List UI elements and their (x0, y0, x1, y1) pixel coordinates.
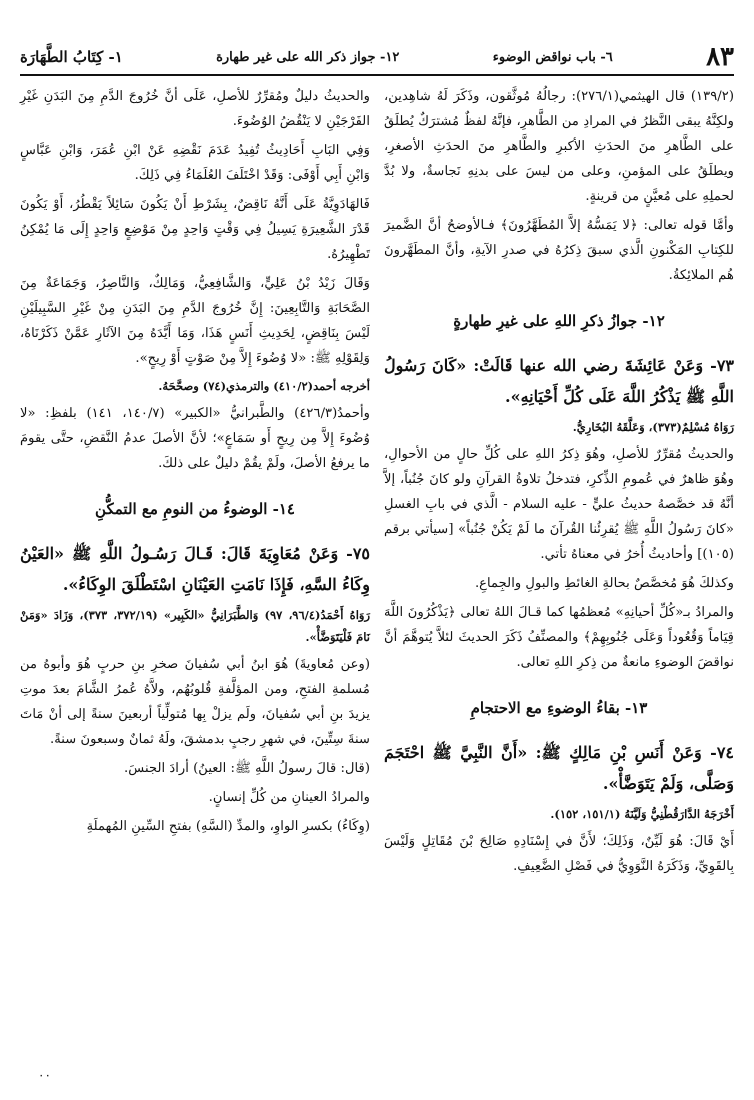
chapter-title: ٦- باب نواقض الوضوء (492, 49, 613, 65)
paragraph: والحديثُ مُقرِّرٌ للأصلِ، وهُوَ ذِكرُ اللهِ على كُلِّ حالٍ من الأحوالِ، وهُوَ ظاهرٌ في عُمومِ الذِّكرِ، فتدخلُ تلاوةُ القرآنِ ولو كانَ جُنُباً، إلاَّ أنَّهُ قد خصَّصهُ حديثُ عليٍّ - عليه السلام - الَّذي في بابِ الغسلِ «كانَ رَسُولُ اللَّهِ ﷺ يُقرِئُنا القُرآنَ ما لَمْ يَكُنْ جُنُباً» [سيأتي برقم (١٠٥)] وأحاديثُ أُخرُ في معناهُ تأتي. (384, 447, 734, 562)
section-heading: ١٣- بقاءُ الوضوءِ مع الاحتجامِ (470, 699, 648, 717)
section-title: ١٢- جواز ذكر الله على غير طهارة (216, 49, 400, 65)
paragraph: (قال: قالَ رسولُ اللَّهِ ﷺ: العينُ) أرادَ الجنسَ. (124, 761, 370, 776)
paragraph: (وِكَاءُ) بكسرِ الواوِ، والمدِّ (السَّهِ) بفتحِ السِّينِ المُهملَةِ (86, 819, 370, 834)
paragraph: فَالهَادَوِيَّةُ عَلَى أَنَّهُ نَاقِضٌ، بِشَرْطِ أَنْ يَكُونَ سَائِلاً يَقْطُرُ، أَوْ يَكُونَ قَدْرَ الشَّعِيرَةِ يَسِيلُ فِي وَقْتٍ وَاحِدٍ مِنْ مَوْضِعٍ وَاحِدٍ إِلَى مَا يُمْكِنُ تَطْهِيرُهُ. (20, 197, 370, 262)
hadith-reference: أَخْرَجَهُ الدَّارَقُطْنِيُّ وَلَيَّنَهُ (١٥١/١، ١٥٢). (550, 807, 734, 821)
section-heading: ١٤- الوضوءُ من النومِ مع التمكُّنِ (95, 500, 295, 518)
section-heading: ١٢- جوازُ ذكرِ اللهِ على غيرِ طهارةٍ (453, 312, 665, 330)
hadith-reference: رَوَاهُ مُسْلِمٌ(٣٧٣)، وَعَلَّقَهُ البُخَارِيُّ. (572, 420, 734, 434)
paragraph: وكذلكَ هُوَ مُخصَّصٌ بحالةِ الغائطِ والبولِ والجِماعِ. (474, 576, 734, 591)
paragraph: والمرادُ بـ«كُلِّ أحيانِهِ» مُعظمُها كما قـالَ اللهُ تعالى ﴿يَذْكُرُونَ اللَّهَ قِيَاماً وَقُعُوداً وَعَلَى جُنُوبِهِمْ﴾ والمصنِّفُ ذَكَرَ الحديثَ لئلاَّ يُتوهَّمَ أنَّ نواقضَ الوضوءِ مانعةٌ من ذِكرِ اللهِ تعالى. (384, 605, 734, 670)
left-column (20, 84, 370, 843)
paragraph: وَفِي البَابِ أَحَادِيثُ تُفِيدُ عَدَمَ نَقْضِهِ عَنْ ابْنِ عُمَرَ، وَابْنِ عَبَّاسٍ وَابْنِ أَبِي أَوْفَى: وَقَدْ اخْتَلَفَ العُلَمَاءُ فِي ذَلِكَ. (20, 143, 370, 183)
paragraph: وأحمدُ(٤٢٦/٣) والطَّبرانيُّ «الكبير» (١٤٠/٧، ١٤١) بلفظِ: «لا وُضُوءَ إِلاَّ مِن رِيحٍ أَو سَمَاعٍ»؛ لأنَّ الأصلَ عدمُ النَّقضِ، حتَّى يقومَ ما يرفعُ الأصلَ، ولَمْ يقُمْ دليلٌ على ذلكَ. (20, 406, 371, 471)
paragraph: أَيْ قَالَ: هُوَ لَيِّنٌ، وَذَلِكَ؛ لأَنَّ في إِسْنَادِهِ صَالِحَ بْنَ مُقَاتِلٍ وَلَيْسَ بِالقَوِيِّ، وَذَكَرَهُ النَّوَوِيُّ في فَصْلِ الضَّعِيفِ. (384, 834, 734, 874)
paragraph: والمرادُ العينانِ من كُلِّ إنسانٍ. (208, 790, 370, 805)
paragraph: (وعن مُعاويةَ) هُوَ ابنُ أبي سُفيانَ صخرِ بنِ حربٍ هُوَ وأبوهُ من مُسلمةِ الفتحِ، ومن المؤلَّفةِ قُلوبُهُم، ولاَّهُ عُمرُ الشَّامَ بعدَ موتِ يزيدَ بنِ أبي سُفيانَ، ولَم يزلْ بِها مُتولِّياً أربعينَ سنةً إلى أنْ مَاتَ سنةَ سِتِّينَ، في شهرِ رجبٍ بدمشقَ، ولَهُ ثمانٌ وسبعونَ سنةً. (20, 657, 370, 747)
hadith-text: ٧٣- وَعَنْ عَائِشَةَ رضي الله عنها قَالَتْ: «كَانَ رَسُولُ اللَّهِ ﷺ يَذْكُرُ اللَّهَ عَلَى كُلِّ أَحْيَانِهِ». (384, 356, 734, 406)
paragraph: وَقَالَ زَيْدُ بْنُ عَلِيٍّ، وَالشَّافِعِيُّ، وَمَالِكٌ، وَالنَّاصِرُ، وَجَمَاعَةٌ مِنَ الصَّحَابَةِ وَالتَّابِعِينَ: إِنَّ خُرُوجَ الدَّمِ مِنَ البَدَنِ مِنْ غَيْرِ السَّبِيلَيْنِ لَيْسَ بِنَاقِضٍ، لِحَدِيثِ أَنَسٍ هَذَا، وَمَا أَيَّدَهُ مِنَ الآثَارِ عَمَّنْ ذَكَرْنَاهُ، وَلِقَوْلِهِ ﷺ: «لا وُضُوءَ إِلاَّ مِنْ صَوْتٍ أَوْ رِيحٍ». (20, 276, 370, 366)
page-number: ٨٣ (706, 42, 734, 72)
right-column (384, 84, 734, 883)
paragraph: والحديثُ دليلٌ ومُقرِّرٌ للأصلِ، عَلَى أنَّ خُرُوجَ الدَّمِ مِنَ البَدَنِ غَيْرِ الفَرْجَيْنِ لا يَنْقُضُ الوُضُوءَ. (20, 89, 370, 129)
paragraph: وأمَّا قوله تعالى: ﴿لا يَمَسُّهُ إلاَّ المُطَهَّرُونَ﴾ فـالأوضحُ أنَّ الضَّميرَ للكِتابِ المَكْنونِ الَّذي سبقَ ذِكرُهُ في صدرِ الآيةِ، وأنَّ المطَهَّرونَ هُم الملائِكةُ. (384, 218, 734, 283)
running-header (20, 40, 734, 76)
paragraph: (١٣٩/٢) قال الهيثمي(٢٧٦/١): رجالُهُ مُوثَّقون، وذَكَرَ لَهُ شاهِدين، ولكِنَّهُ يبقى النَّظرُ في المرادِ من الطَّاهرِ، فإنَّهُ لفظٌ مُشترَكٌ يُطلَقُ على الطَّاهرِ منَ الحدَثِ الأكبرِ والطَّاهرِ منَ الحدَثِ الأصغرِ، ويطلَقُ على المؤمنِ، وعلى من ليسَ على بدنِهِ نَجاسةٌ، ولا بُدَّ لحملِهِ على مُعيَّنٍ من قرينةٍ. (384, 89, 734, 204)
hadith-text: ٧٥- وَعَنْ مُعَاوِيَةَ قَالَ: قَـالَ رَسُـولُ اللَّهِ ﷺ «العَيْنُ وِكَاءُ السَّهِ، فَإِذَا نَامَتِ العَيْنَانِ اسْتَطْلَقَ الوِكَاءُ». (20, 544, 370, 594)
footer-mark: ٠٠ (38, 1068, 51, 1082)
hadith-text: ٧٤- وَعَنْ أَنَسِ بْنِ مَالِكٍ ﷺ: «أَنَّ النَّبِيَّ ﷺ احْتَجَمَ وَصَلَّى، وَلَمْ يَتَوَضَّأْ». (384, 743, 734, 793)
hadith-reference: أخرجه أحمد(٤١٠/٢) والترمذي(٧٤) وصحَّحَهُ. (158, 379, 370, 393)
book-title: ١- كِتَابُ الطَّهَارَة (20, 48, 123, 66)
hadith-reference: رَوَاهُ أَحْمَدُ(٩٦/٤، ٩٧) وَالطَّبَرَانِيُّ «الكَبِير» (٣٧٢/١٩، ٣٧٣)، وَزَادَ «وَمَنْ نَامَ فَلْيَتَوَضَّأْ». (20, 608, 370, 644)
